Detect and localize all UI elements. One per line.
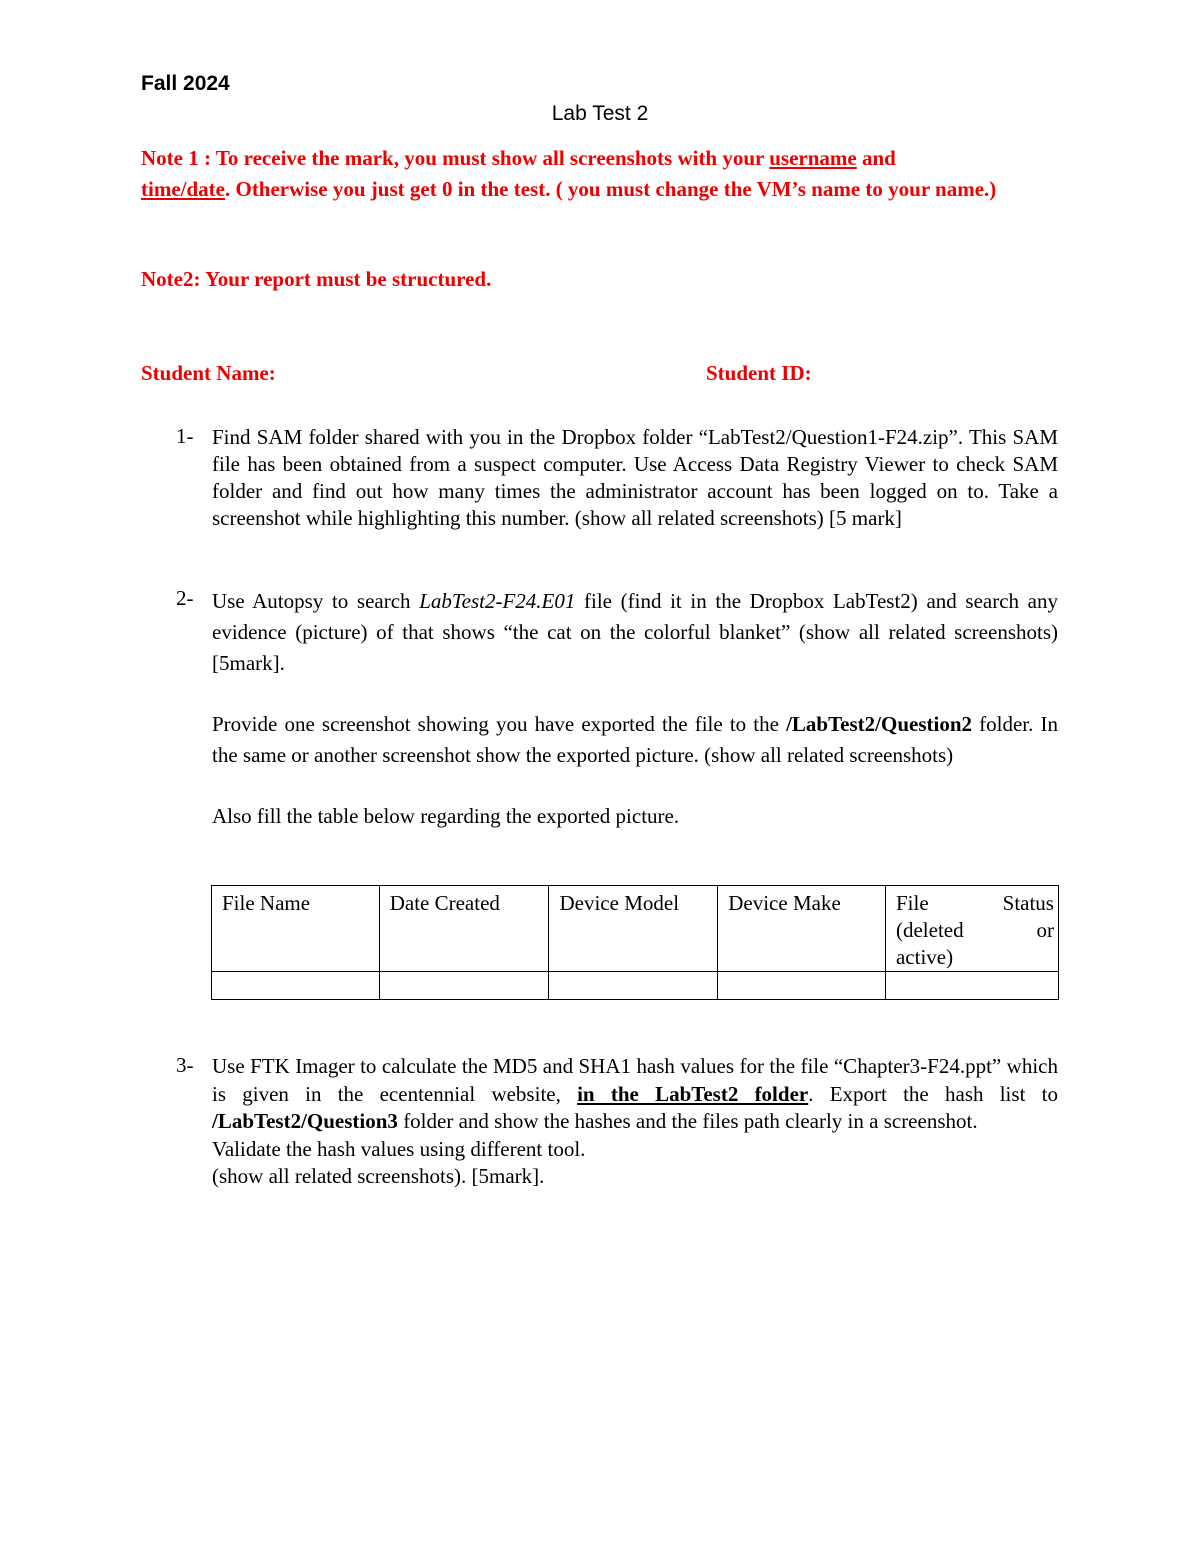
- question-2-export-path: /LabTest2/Question2: [786, 712, 973, 736]
- question-3-text: [212, 1053, 1058, 1191]
- header-file-name: File Name: [212, 886, 380, 972]
- question-2-number: 2-: [176, 586, 194, 610]
- note-1-prefix: Note 1 : To receive the mark, you must show all screenshots with your: [141, 146, 770, 170]
- note-1-suffix: . Otherwise you just get 0 in the test. ( you must change the VM’s name to your name.): [224, 177, 997, 201]
- question-3-text-after: folder and show the hashes and the files path clearly in a screenshot.: [397, 1109, 978, 1133]
- header-file-status: [885, 886, 1058, 972]
- question-3-text-mid: . Export the hash list to: [808, 1081, 1058, 1106]
- question-2-export-instructions: [212, 709, 1058, 771]
- question-3-export-path: /LabTest2/Question3: [212, 1109, 398, 1133]
- note-1-and: and: [856, 146, 896, 170]
- question-2-text-before: Use Autopsy to search: [212, 589, 420, 613]
- header-date-created: Date Created: [379, 886, 549, 972]
- question-2-text: [212, 586, 1058, 679]
- semester-label: Fall 2024: [141, 72, 230, 95]
- question-2-para2-after: folder. In the same or another screenshot show the exported picture. (show all related screenshots): [212, 712, 1058, 767]
- table-header-row: [212, 886, 1059, 972]
- question-3-validate: Validate the hash values using different tool.: [212, 1136, 586, 1161]
- question-2-table-instructions: Also fill the table below regarding the exported picture.: [212, 804, 680, 828]
- header-device-make: Device Make: [718, 886, 886, 972]
- question-2-filename: LabTest2-F24.E01: [419, 589, 576, 613]
- question-2-text-after: file (find it in the Dropbox LabTest2) and search any evidence (picture) of that shows “the cat on the colorful blanket” (show all related screenshots) [5mark].: [212, 589, 1058, 675]
- student-name-label: Student Name:: [141, 361, 276, 385]
- question-3-number: 3-: [176, 1053, 194, 1077]
- note-1: [141, 143, 1058, 205]
- table-row: [212, 972, 1059, 1000]
- header-device-model: Device Model: [549, 886, 718, 972]
- cell-file-name[interactable]: [212, 972, 380, 1000]
- cell-device-model[interactable]: [549, 972, 718, 1000]
- question-3-screenshots: (show all related screenshots). [5mark].: [212, 1164, 545, 1188]
- question-3-folder: in the LabTest2 folder: [577, 1081, 809, 1106]
- question-1-number: 1-: [176, 424, 194, 448]
- question-3-text-before: Use FTK Imager to calculate the MD5 and SHA1 hash values for the file “Chapter3-F24.ppt” which is given in the ecentennial website,: [212, 1054, 1058, 1106]
- cell-file-status[interactable]: [885, 972, 1058, 1000]
- question-1-text: Find SAM folder shared with you in the Dropbox folder “LabTest2/Question1-F24.zip”. This SAM file has been obtained from a suspect computer. Use Access Data Registry Viewer to check SAM folder and find out how many times the administrator account has been logged on to. Take a screenshot while highlighting this number. (show all related screenshots) [5 mark]: [212, 425, 1058, 530]
- evidence-table: [211, 885, 1059, 1000]
- page-title: Lab Test 2: [551, 102, 649, 125]
- header-file-status-line3: active): [895, 945, 954, 969]
- note-1-timedate: time/date: [141, 177, 225, 201]
- header-file-status-line1: File Status: [895, 891, 1054, 915]
- cell-device-make[interactable]: [718, 972, 886, 1000]
- student-id-label: Student ID:: [706, 361, 812, 385]
- question-2-para2-before: Provide one screenshot showing you have exported the file to the: [212, 712, 787, 736]
- note-2: Note2: Your report must be structured.: [141, 267, 492, 291]
- header-file-status-line2: (deleted or: [895, 918, 1054, 942]
- cell-date-created[interactable]: [379, 972, 549, 1000]
- note-1-username: username: [769, 146, 857, 170]
